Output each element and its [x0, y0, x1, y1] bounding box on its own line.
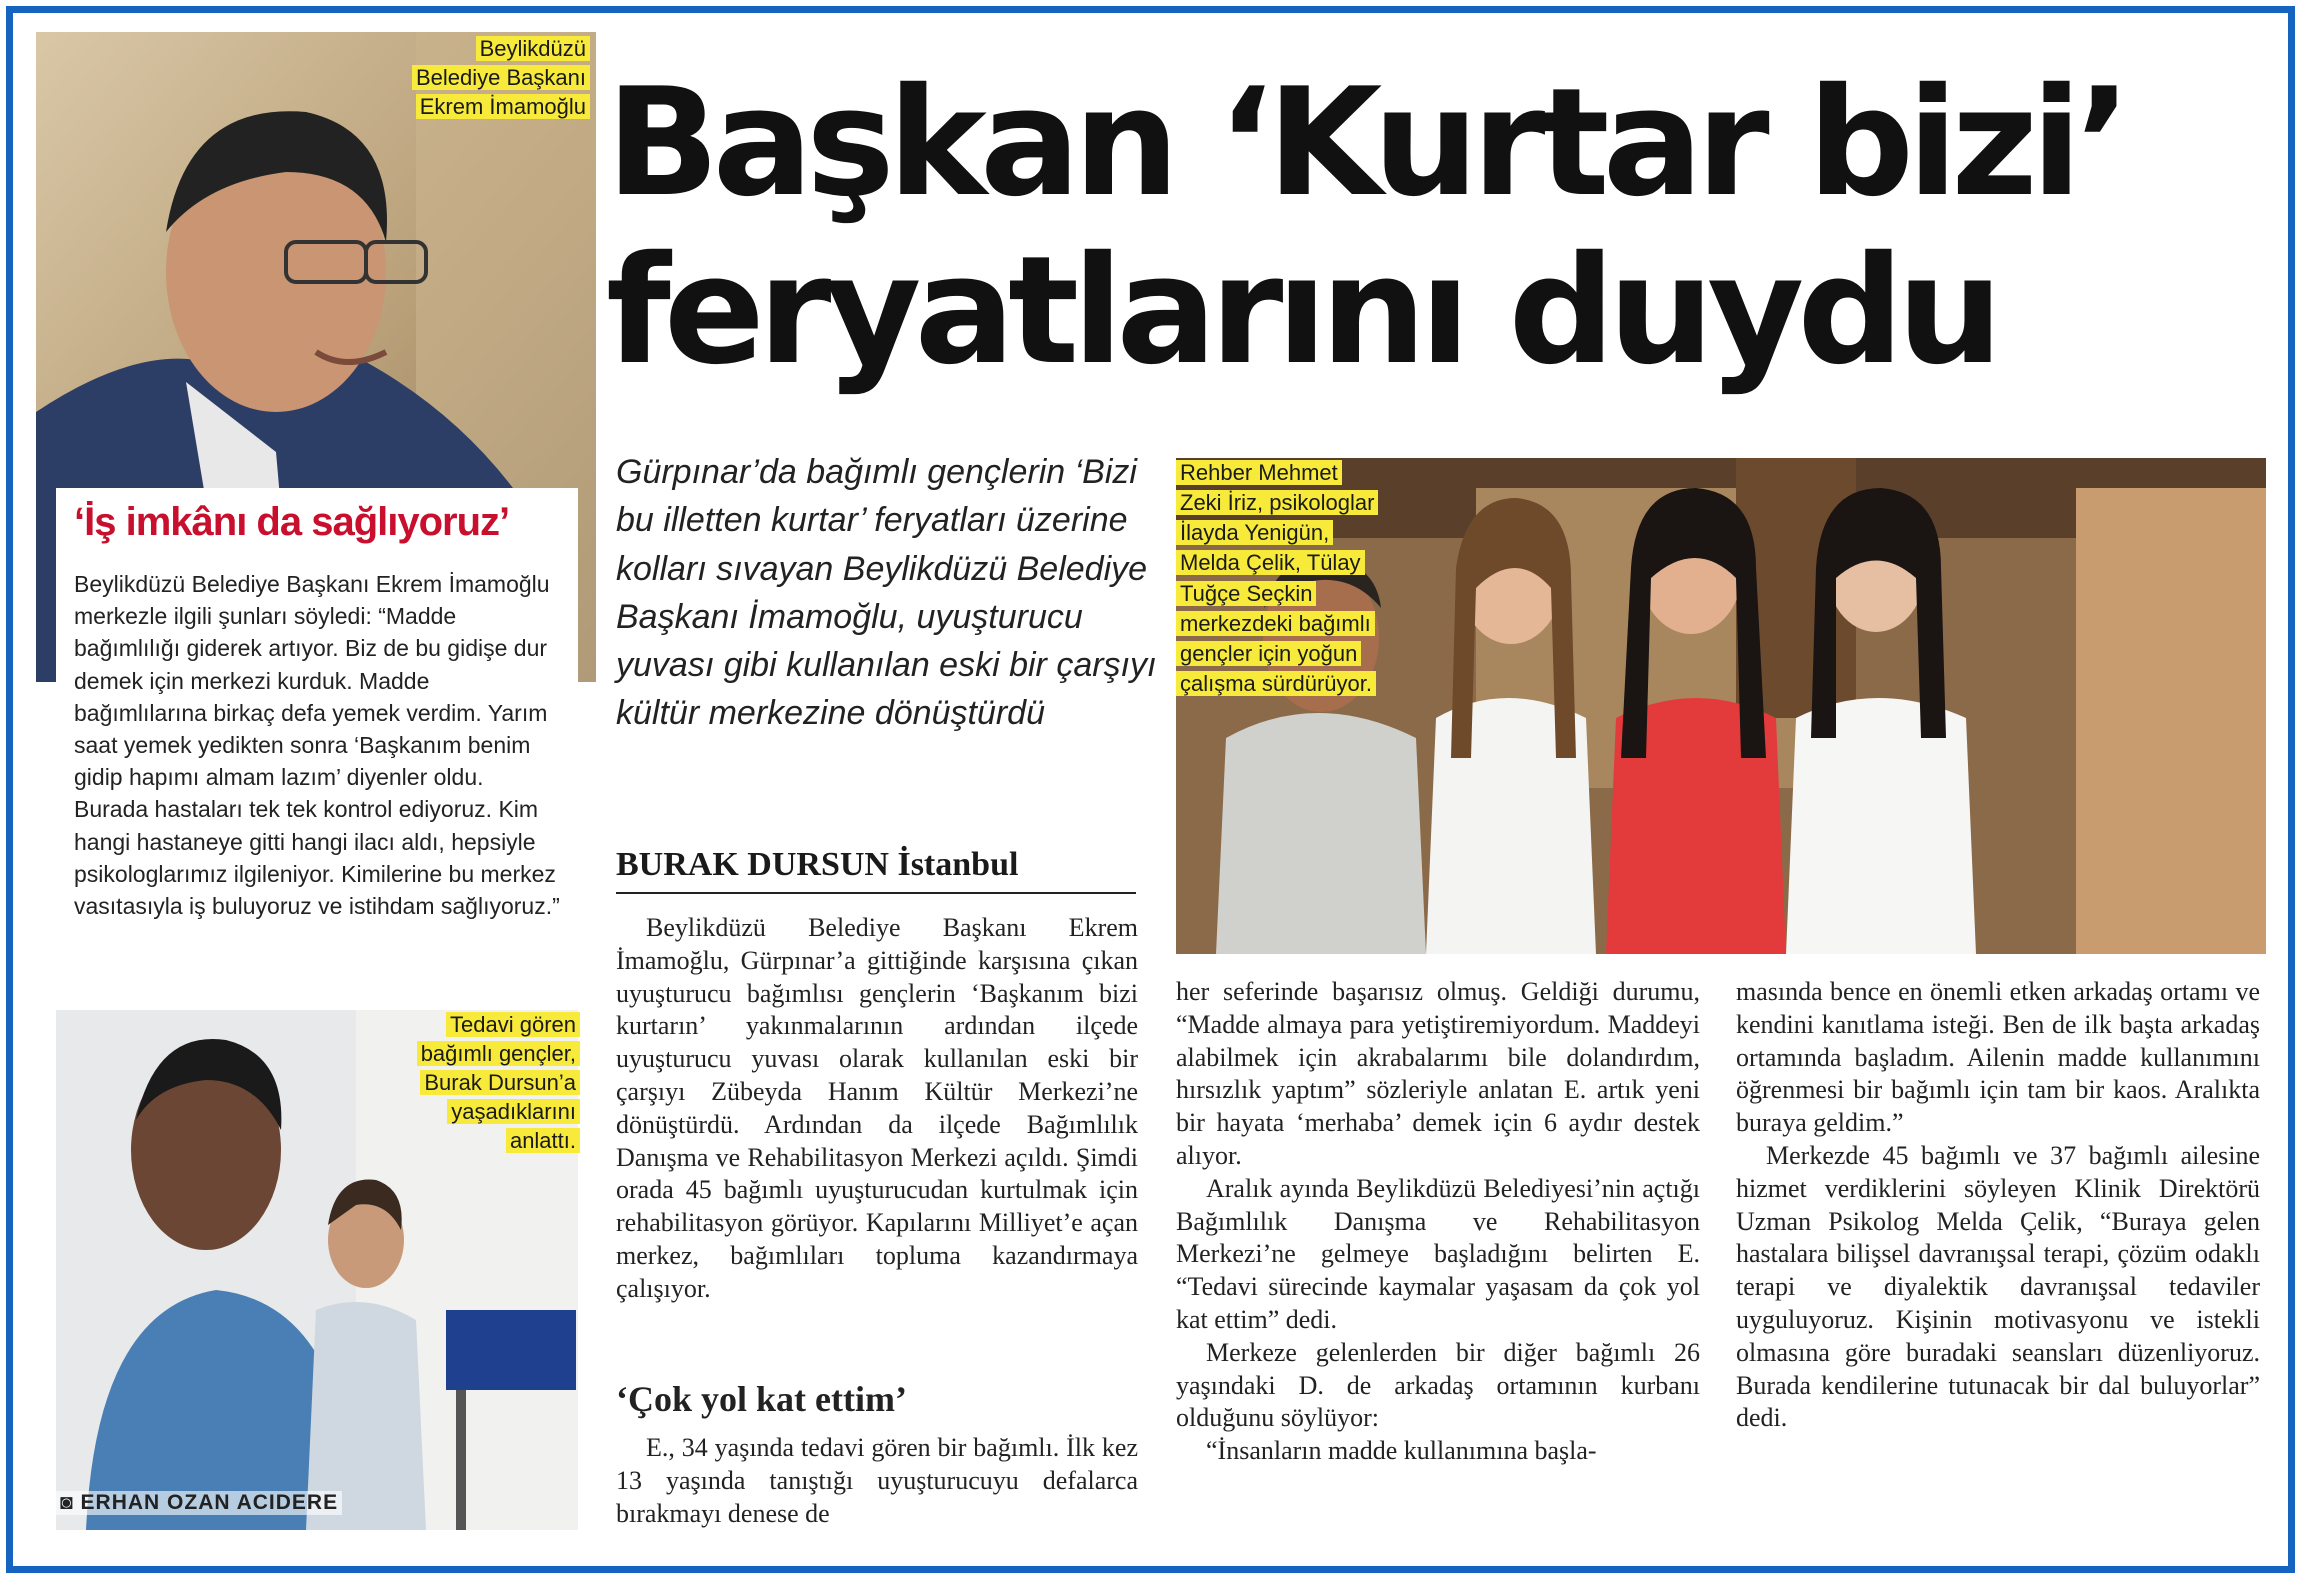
paragraph: masında bence en önemli etken arkadaş ortamı ve kendini kanıtlama isteği. Ben de ilk başta arkadaş ortamında başladım. Ailenin madde kullanımını öğrenmesi bir bağımlı için tam bir kaos. Aralıkta buraya geldim.”	[1736, 977, 2260, 1138]
subheading: ‘Çok yol kat ettim’	[616, 1379, 907, 1419]
paragraph: Merkezde 45 bağımlı ve 37 bağımlı ailesine hizmet verdiklerini söyleyen Klinik Direktörü Uzman Psikolog Melda Çelik, “Buraya gelen hastalara bilişsel davranışsal terapi, çözüm odaklı terapi ve diyalektik davranışsal tedaviler uyguluyoruz. Kişinin motivasyonu ve istekli olmasına göre buradaki seansları düzenliyoruz. Burada kendilerine tutunacak bir dal buluyorlar” dedi.	[1736, 1140, 2260, 1433]
column-2	[1176, 976, 1700, 1468]
column-3	[1736, 976, 2260, 1435]
paragraph: Aralık ayında Beylikdüzü Belediyesi’nin açtığı Bağımlılık Danışma ve Rehabilitasyon Merkezi’ne gelmeye başladığını belirten E. “Tedavi sürecinde kaymalar yaşasam da çok yol kat ettim” dedi.	[1176, 1173, 1700, 1334]
sidebar-text: Beylikdüzü Belediye Başkanı Ekrem İmamoğlu merkezle ilgili şunları söyledi: “Madde bağımlılığı giderek artıyor. Biz de bu gidişe dur demek için merkezi kurduk. Madde bağımlılarına birkaç defa yemek verdim. Yarım saat yemek yedikten sonra ‘Başkanım benim gidip hapımı almam lazım’ diyenler oldu. Burada hastaları tek tek kontrol ediyoruz. Kim hangi hastaneye gitti hangi ilacı aldı, hepsiyle psikologlarımız ilgileniyor. Kimilerine bu merkez vasıtasıyla iş buluyoruz ve istihdam sağlıyoruz.”	[74, 571, 560, 919]
paragraph: her seferinde başarısız olmuş. Geldiği durumu, “Madde almaya para yetiştiremiyordum. Maddeyi alabilmek için akrabalarımı bile dolandırdım, hırsızlık yaptım” sözleriyle anlatan E. artık yeni bir hayata ‘merhaba’ demek için 6 aydır destek alıyor.	[1176, 977, 1700, 1170]
paragraph: E., 34 yaşında tedavi gören bir bağımlı. İlk kez 13 yaşında tanıştığı uyuşturucuyu defalarca bırakmayı denese de	[616, 1433, 1138, 1528]
paragraph: Beylikdüzü Belediye Başkanı Ekrem İmamoğlu, Gürpınar’a gittiğinde karşısına çıkan uyuşturucu bağımlısı gençlerin ‘Başkanım bizi kurtarın’ yakınmalarının ardından ilçede uyuşturucu yuvası olarak kullanılan eski bir çarşıyı Zübeyda Hanım Kültür Merkezi’ne dönüştürdü. Ardından da ilçede Bağımlılık Danışma ve Rehabilitasyon Merkezi açıldı. Şimdi orada 45 bağımlı uyuşturucudan kurtulmak için rehabilitasyon görüyor. Kapılarını Milliyet’e açan merkez, bağımlıları topluma kazandırmaya çalışıyor.	[616, 913, 1138, 1303]
camera-icon: ◙	[60, 1491, 81, 1514]
sidebar-title: ‘İş imkânı da sağlıyoruz’	[74, 500, 510, 544]
mayor-caption: Beylikdüzü Belediye Başkanı Ekrem İmamoğlu	[410, 34, 590, 121]
headline: Başkan ‘Kurtar bizi’ feryatlarını duydu	[606, 57, 2125, 399]
paragraph: “İnsanların madde kullanımına başla-	[1206, 1436, 1597, 1466]
deck: Gürpınar’da bağımlı gençlerin ‘Bizi bu illetten kurtar’ feryatları üzerine kolları sıvayan Beylikdüzü Belediye Başkanı İmamoğlu, uyuşturucu yuvası gibi kullanılan eski bir çarşıyı kültür merkezine dönüştürdü	[616, 453, 1157, 733]
column-1	[616, 912, 1138, 1306]
column-1-continued	[616, 1432, 1138, 1530]
youth-caption: Tedavi gören bağımlı gençler, Burak Dursun’a yaşadıklarını anlattı.	[390, 1010, 580, 1155]
paragraph: Merkeze gelenlerden bir diğer bağımlı 26 yaşındaki D. de arkadaş ortamının kurbanı olduğunu söylüyor:	[1176, 1337, 1700, 1433]
byline: BURAK DURSUN İstanbul	[616, 846, 1136, 894]
group-caption: Rehber Mehmet Zeki İriz, psikologlar İlayda Yenigün, Melda Çelik, Tülay Tuğçe Seçkin merkezdeki bağımlı gençler için yoğun çalışma sürdürüyor.	[1176, 458, 1376, 699]
photo-credit: ◙ ERHAN OZAN ACIDERE	[56, 1491, 342, 1515]
